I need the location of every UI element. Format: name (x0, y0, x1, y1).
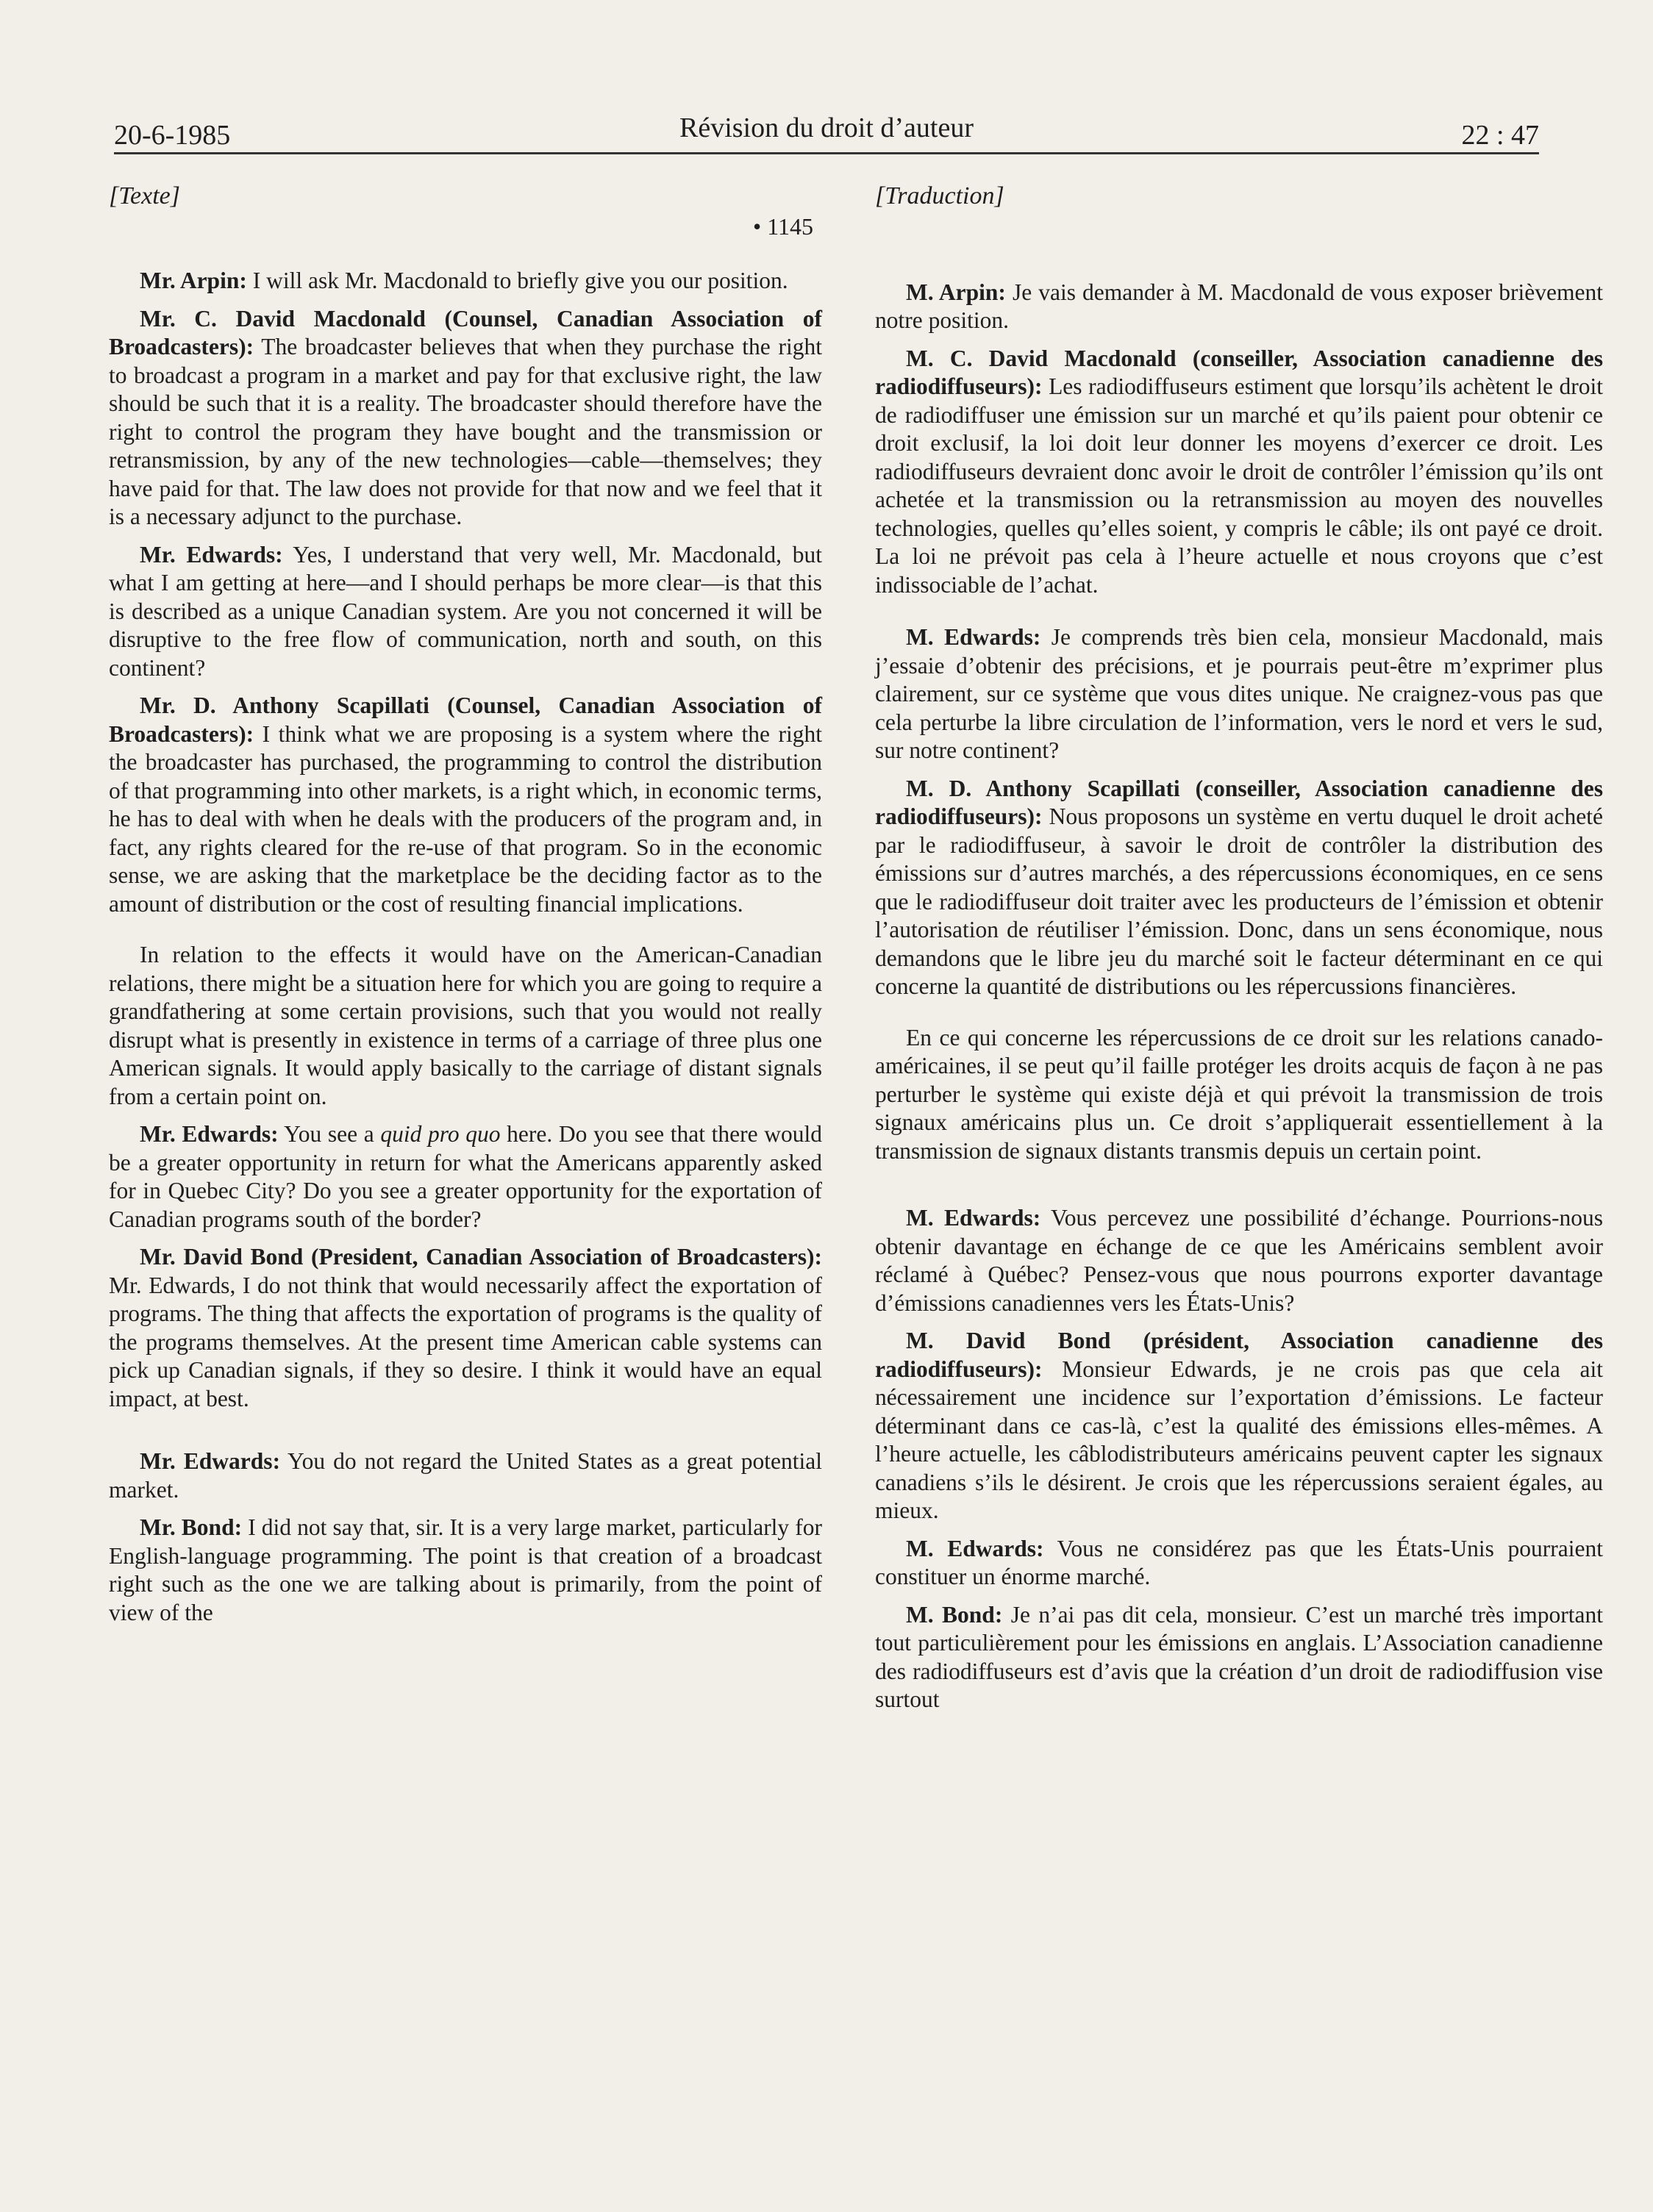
speaker: M. Edwards: (906, 1205, 1041, 1231)
paragraph (875, 345, 1603, 600)
time-marker: • 1145 (752, 212, 813, 240)
speech: Je comprends très bien cela, monsieur Macdonald, mais j’essaie d’obtenir des précisions, et je pourrais peut-être m’exprimer plus clairement, sur ce système que vous dites unique. Ne craignez-vous pas que cela perturbe la libre circulation de l’information, vers le nord et vers le sud, sur notre continent? (875, 624, 1603, 763)
speaker: Mr. Arpin: (140, 268, 247, 293)
speaker: Mr. Edwards: (140, 541, 283, 568)
speaker: M. Edwards: (906, 1535, 1044, 1561)
speech: I think what we are proposing is a system where the right the broadcaster has purchased, the programming to control the distribution of that programming into other markets, is a right which, in economic terms, he has to deal with when he deals with the producers of the program and, in fact, any rights cleared for the re-use of that program. So in the economic sense, we are asking that the marketplace be the deciding factor as to the amount of distribution or the cost of resulting financial implications. (109, 720, 822, 917)
speech: Monsieur Edwards, je ne crois pas que cela ait nécessairement une incidence sur l’exportation d’émissions. Le facteur déterminant dans ce cas-là, c’est la qualité des émissions elles-mêmes. A l’heure actuelle, les câblodistributeurs américains peuvent capter les signaux canadiens s’ils le désirent. Je crois que les répercussions seraient égales, au mieux. (875, 1356, 1603, 1523)
paragraph (109, 1243, 822, 1413)
speaker: M. Arpin: (906, 279, 1006, 305)
speaker: Mr. David Bond (President, Canadian Association of Broadcasters): (140, 1244, 822, 1270)
left-column-tag: [Texte] (109, 182, 180, 210)
speech: Les radiodiffuseurs estiment que lorsqu’ils achètent le droit de radiodiffuser une émission sur un marché et qu’ils paient pour obtenir ce droit exclusif, la loi doit leur donner les moyens d’exercer ce droit. Les radiodiffuseurs devraient donc avoir le droit de contrôler l’émission qu’ils ont achetée et la transmission ou la retransmission au moyen des nouvelles technologies, quelles qu’elles soient, y compris le câble; ils ont payé ce droit. La loi ne prévoit pas cela à l’heure actuelle et nous croyons que c’est indissociable de l’achat. (875, 373, 1603, 598)
speech-intro: You see a (278, 1121, 381, 1147)
speaker: Mr. D. Anthony Scapillati (Counsel, Canadian Association of Broadcasters): (109, 692, 822, 747)
paragraph (109, 305, 822, 531)
speech: Yes, I understand that very well, Mr. Macdonald, but what I am getting at here—and I should perhaps be more clear—is that this is described as a unique Canadian system. Are you not concerned it will be disruptive to the free flow of communication, north and south, on this continent? (109, 541, 822, 681)
speech: Nous proposons un système en vertu duquel le droit acheté par le radiodiffuseur, à savoir le droit de contrôler la distribution des émissions sur d’autres marchés, a des répercussions économiques, en ce sens que le radiodiffuseur doit traiter avec les producteurs de l’émission et obtenir l’autorisation de réutiliser l’émission. Donc, dans un sens économique, nous demandons que le libre jeu du marché soit le facteur déterminant en ce qui concerne la quantité de distributions ou les répercussions financières. (875, 803, 1603, 999)
header-title: Révision du droit d’auteur (679, 112, 974, 143)
speech: here. Do you see that there would be a greater opportunity in return for what the Americans apparently asked for in Quebec City? Do you see a greater opportunity for the exportation of Canadian programs south of the border? (109, 1121, 822, 1232)
speaker: Mr. Edwards: (140, 1448, 281, 1474)
paragraph (875, 775, 1603, 1001)
header-page-number: 22 : 47 (1461, 120, 1539, 151)
speech: Mr. Edwards, I do not think that would necessarily affect the exportation of programs. The thing that affects the exportation of programs is the quality of the programs themselves. At the present time American cable systems can pick up Canadian signals, if they so desire. I think it would have an equal impact, at best. (109, 1272, 822, 1411)
right-column-tag: [Traduction] (875, 182, 1004, 210)
speech: Vous percevez une possibilité d’échange. Pourrions-nous obtenir davantage en échange de ce que les Américains semblent avoir réclamé à Québec? Pensez-vous que nous pourrons exporter davantage d’émissions canadiennes vers les États-Unis? (875, 1205, 1603, 1316)
speaker: Mr. Edwards: (140, 1121, 279, 1147)
paragraph (109, 692, 822, 918)
speech: I will ask Mr. Macdonald to briefly give you our position. (246, 268, 788, 293)
speaker: M. Edwards: (906, 624, 1041, 650)
paragraph (109, 1120, 822, 1234)
paragraph (109, 1514, 822, 1627)
page-header (114, 112, 1539, 156)
speech: En ce qui concerne les répercussions de ce droit sur les relations canado-américaines, il se peut qu’il faille protéger les droits acquis de façon à ne pas perturber le système qui existe déjà et qui prévoit la transmission de trois signaux américains plus un. Ce droit s’appliquerait essentiellement à la transmission de signaux distants transmis depuis un certain point. (875, 1024, 1603, 1164)
paragraph (875, 279, 1603, 335)
paragraph (109, 541, 822, 683)
speaker: Mr. Bond: (140, 1514, 243, 1540)
speech: Je vais demander à M. Macdonald de vous exposer brièvement notre position. (875, 279, 1603, 333)
header-rule (114, 152, 1539, 154)
left-column (109, 182, 822, 1636)
speech: Vous ne considérez pas que les États-Unis pourraient constituer un énorme marché. (875, 1535, 1603, 1589)
header-date: 20-6-1985 (114, 120, 231, 151)
speaker: Mr. C. David Macdonald (Counsel, Canadian Association of Broadcasters): (109, 305, 822, 359)
emphasis: quid pro quo (380, 1121, 501, 1147)
paragraph (875, 623, 1603, 765)
paragraph (875, 1327, 1603, 1525)
right-column (875, 182, 1603, 1724)
paragraph (109, 267, 822, 296)
speech: The broadcaster believes that when they purchase the right to broadcast a program in a market and pay for that exclusive right, the law should be such that it is a reality. The broadcaster should therefore have the right to control the program they have bought and the transmission or retransmission, by any of the new technologies—cable—themselves; they have paid for that. The law does not provide for that now and we feel that it is a necessary adjunct to the purchase. (109, 334, 822, 529)
paragraph (875, 1601, 1603, 1714)
speaker: M. Bond: (906, 1601, 1003, 1628)
speaker: M. D. Anthony Scapillati (conseiller, Association canadienne des radiodiffuseurs): (875, 775, 1603, 829)
speech: Je n’ai pas dit cela, monsieur. C’est un marché très important tout particulièrement pour les émissions en anglais. L’Association canadienne des radiodiffuseurs est d’avis que la création d’un droit de radiodiffusion vise surtout (875, 1601, 1603, 1712)
paragraph (109, 941, 822, 1111)
speaker: M. C. David Macdonald (conseiller, Association canadienne des radiodiffuseurs): (875, 345, 1603, 399)
paragraph (875, 1204, 1603, 1317)
speech: In relation to the effects it would have on the American-Canadian relations, there might be a situation here for which you are going to require a grandfathering at some certain provisions, such that you would not really disrupt what is presently in existence in terms of a carriage of three plus one American signals. It would apply basically to the carriage of distant signals from a certain point on. (109, 942, 822, 1109)
paragraph (109, 1447, 822, 1504)
speaker: M. David Bond (président, Association canadienne des radiodiffuseurs): (875, 1328, 1603, 1382)
paragraph (875, 1535, 1603, 1592)
paragraph (875, 1024, 1603, 1166)
speech: You do not regard the United States as a great potential market. (109, 1448, 822, 1503)
speech: I did not say that, sir. It is a very large market, particularly for English-language programming. The point is that creation of a broadcast right such as the one we are talking about is primarily, from the point of view of the (109, 1514, 823, 1625)
